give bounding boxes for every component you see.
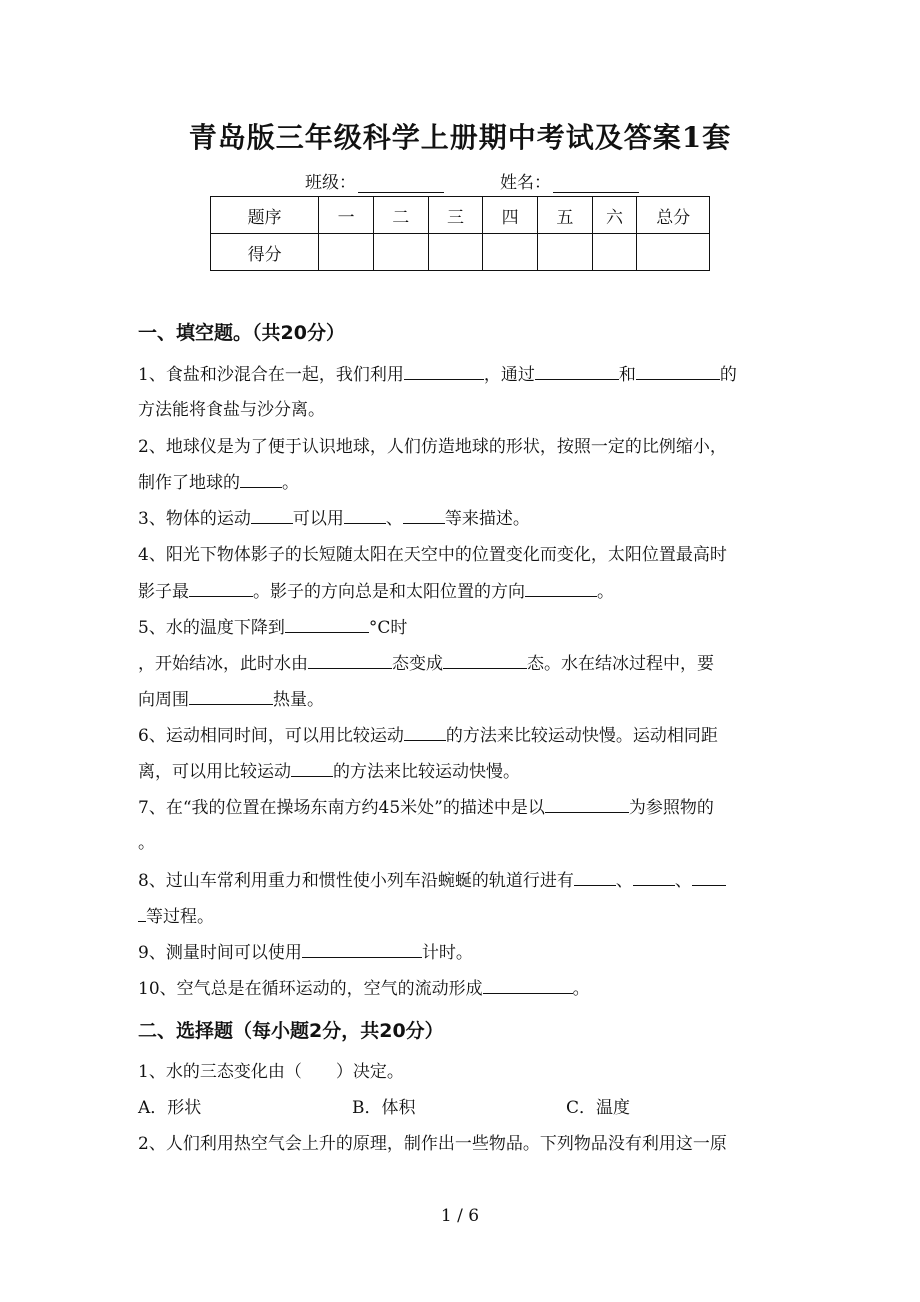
question-text: 、 — [385, 509, 403, 529]
question-line: 4、阳光下物体影子的长短随太阳在天空中的位置变化而变化，太阳位置最高时 — [138, 545, 727, 565]
question-text: 1、食盐和沙混合在一起，我们利用 — [138, 365, 404, 385]
answer-blank[interactable] — [525, 579, 597, 597]
question-line — [138, 470, 299, 495]
question-text: 、 — [615, 871, 633, 891]
question-line — [138, 579, 614, 604]
question-line: 2、地球仪是为了便于认识地球，人们仿造地球的形状，按照一定的比例缩小， — [138, 437, 727, 457]
question-line: 方法能将食盐与沙分离。 — [138, 400, 325, 420]
question-text: 。 — [597, 582, 614, 602]
question-text: 态变成 — [392, 654, 443, 674]
question-line: 1、水的三态变化由（ ）决定。 — [138, 1062, 404, 1082]
question-text: 可以用 — [292, 509, 344, 529]
question-line — [138, 940, 473, 965]
answer-blank[interactable] — [636, 362, 720, 380]
page-number: 1 / 6 — [440, 1206, 480, 1226]
answer-blank[interactable] — [574, 868, 616, 886]
question-text: 等过程。 — [146, 907, 214, 927]
name-field — [500, 168, 639, 193]
question-text: 6、运动相同时间，可以用比较运动 — [138, 726, 404, 746]
question-line: 2、人们利用热空气会上升的原理，制作出一些物品。下列物品没有利用这一原 — [138, 1134, 727, 1154]
score-table-header-row — [211, 197, 710, 234]
question-line — [138, 615, 407, 640]
answer-blank[interactable] — [403, 506, 445, 524]
question-text: °C时 — [368, 618, 408, 638]
answer-blank[interactable] — [443, 651, 527, 669]
table-cell: 五 — [537, 197, 592, 234]
table-cell: 总分 — [637, 197, 710, 234]
option-a[interactable]: A．形状 — [138, 1098, 202, 1118]
question-text: 计时。 — [421, 943, 473, 963]
question-text: ，通过 — [483, 365, 535, 385]
section-heading: 二、选择题（每小题2分，共20分） — [138, 1020, 444, 1042]
question-text: 离，可以用比较运动 — [138, 762, 291, 782]
answer-blank[interactable] — [633, 868, 675, 886]
question-text: 热量。 — [273, 690, 324, 710]
option-b[interactable]: B．体积 — [352, 1098, 416, 1118]
class-label: 班级： — [305, 173, 356, 193]
question-text: 制作了地球的 — [138, 473, 240, 493]
table-cell: 六 — [592, 197, 637, 234]
question-text: 和 — [618, 365, 636, 385]
question-text: 7、在“我的位置在操场东南方约45米处”的描述中是以 — [138, 798, 545, 818]
question-text: 8、过山车常利用重力和惯性使小列车沿蜿蜒的轨道行进有 — [138, 871, 574, 891]
question-line — [138, 723, 718, 748]
question-text: 的 — [719, 365, 737, 385]
class-field — [305, 168, 444, 193]
question-text: 9、测量时间可以使用 — [138, 943, 302, 963]
answer-blank[interactable] — [291, 759, 333, 777]
table-cell: 三 — [428, 197, 483, 234]
answer-blank[interactable] — [308, 651, 392, 669]
question-text: 的方法来比较运动快慢。 — [333, 762, 520, 782]
question-line — [138, 651, 714, 676]
table-cell: 四 — [483, 197, 538, 234]
section-heading: 一、填空题。（共20分） — [138, 322, 345, 344]
score-table-score-row — [211, 234, 710, 271]
question-text: ，开始结冰，此时水由 — [138, 654, 308, 674]
score-cell[interactable] — [319, 234, 374, 271]
score-table — [210, 196, 710, 271]
score-cell[interactable] — [637, 234, 710, 271]
page-title: 青岛版三年级科学上册期中考试及答案1套 — [188, 121, 732, 154]
answer-blank[interactable] — [535, 362, 619, 380]
question-text: 3、物体的运动 — [138, 509, 251, 529]
question-text: 影子最 — [138, 582, 189, 602]
question-text: 5、水的温度下降到 — [138, 618, 285, 638]
question-line — [138, 506, 530, 531]
score-cell[interactable] — [483, 234, 538, 271]
answer-blank[interactable] — [692, 868, 726, 886]
question-text: 。 — [572, 979, 590, 999]
answer-blank[interactable] — [344, 506, 386, 524]
question-text: 为参照物的 — [628, 798, 714, 818]
answer-blank[interactable] — [285, 615, 369, 633]
option-c[interactable]: C．温度 — [566, 1098, 631, 1118]
question-line — [138, 687, 324, 712]
question-line — [138, 759, 520, 784]
answer-blank[interactable] — [189, 687, 273, 705]
answer-blank[interactable] — [251, 506, 293, 524]
name-blank[interactable] — [553, 174, 639, 193]
question-line — [138, 868, 726, 893]
answer-blank[interactable] — [404, 723, 446, 741]
answer-blank[interactable] — [302, 940, 422, 958]
answer-blank[interactable] — [483, 976, 573, 994]
table-cell: 得分 — [211, 234, 319, 271]
question-line — [138, 976, 590, 1001]
score-cell[interactable] — [428, 234, 483, 271]
question-text: 等来描述。 — [444, 509, 530, 529]
score-cell[interactable] — [592, 234, 637, 271]
question-text: 10、空气总是在循环运动的，空气的流动形成 — [138, 979, 483, 999]
answer-blank[interactable] — [404, 362, 484, 380]
table-cell: 一 — [319, 197, 374, 234]
answer-blank[interactable] — [240, 470, 282, 488]
table-cell: 二 — [373, 197, 428, 234]
score-cell[interactable] — [373, 234, 428, 271]
question-text: 。影子的方向总是和太阳位置的方向 — [253, 582, 525, 602]
question-text: 。 — [282, 473, 299, 493]
score-cell[interactable] — [537, 234, 592, 271]
question-line — [138, 904, 214, 929]
answer-blank[interactable] — [189, 579, 253, 597]
class-blank[interactable] — [358, 174, 444, 193]
question-line: 。 — [138, 833, 155, 853]
answer-blank[interactable] — [545, 795, 629, 813]
question-text: 的方法来比较运动快慢。运动相同距 — [445, 726, 718, 746]
question-line — [138, 795, 714, 820]
question-text: 向周围 — [138, 690, 189, 710]
question-text: 态。水在结冰过程中，要 — [527, 654, 714, 674]
answer-blank[interactable] — [138, 904, 146, 922]
name-label: 姓名： — [500, 173, 551, 193]
question-line — [138, 362, 737, 387]
table-cell: 题序 — [211, 197, 319, 234]
question-text: 、 — [674, 871, 692, 891]
